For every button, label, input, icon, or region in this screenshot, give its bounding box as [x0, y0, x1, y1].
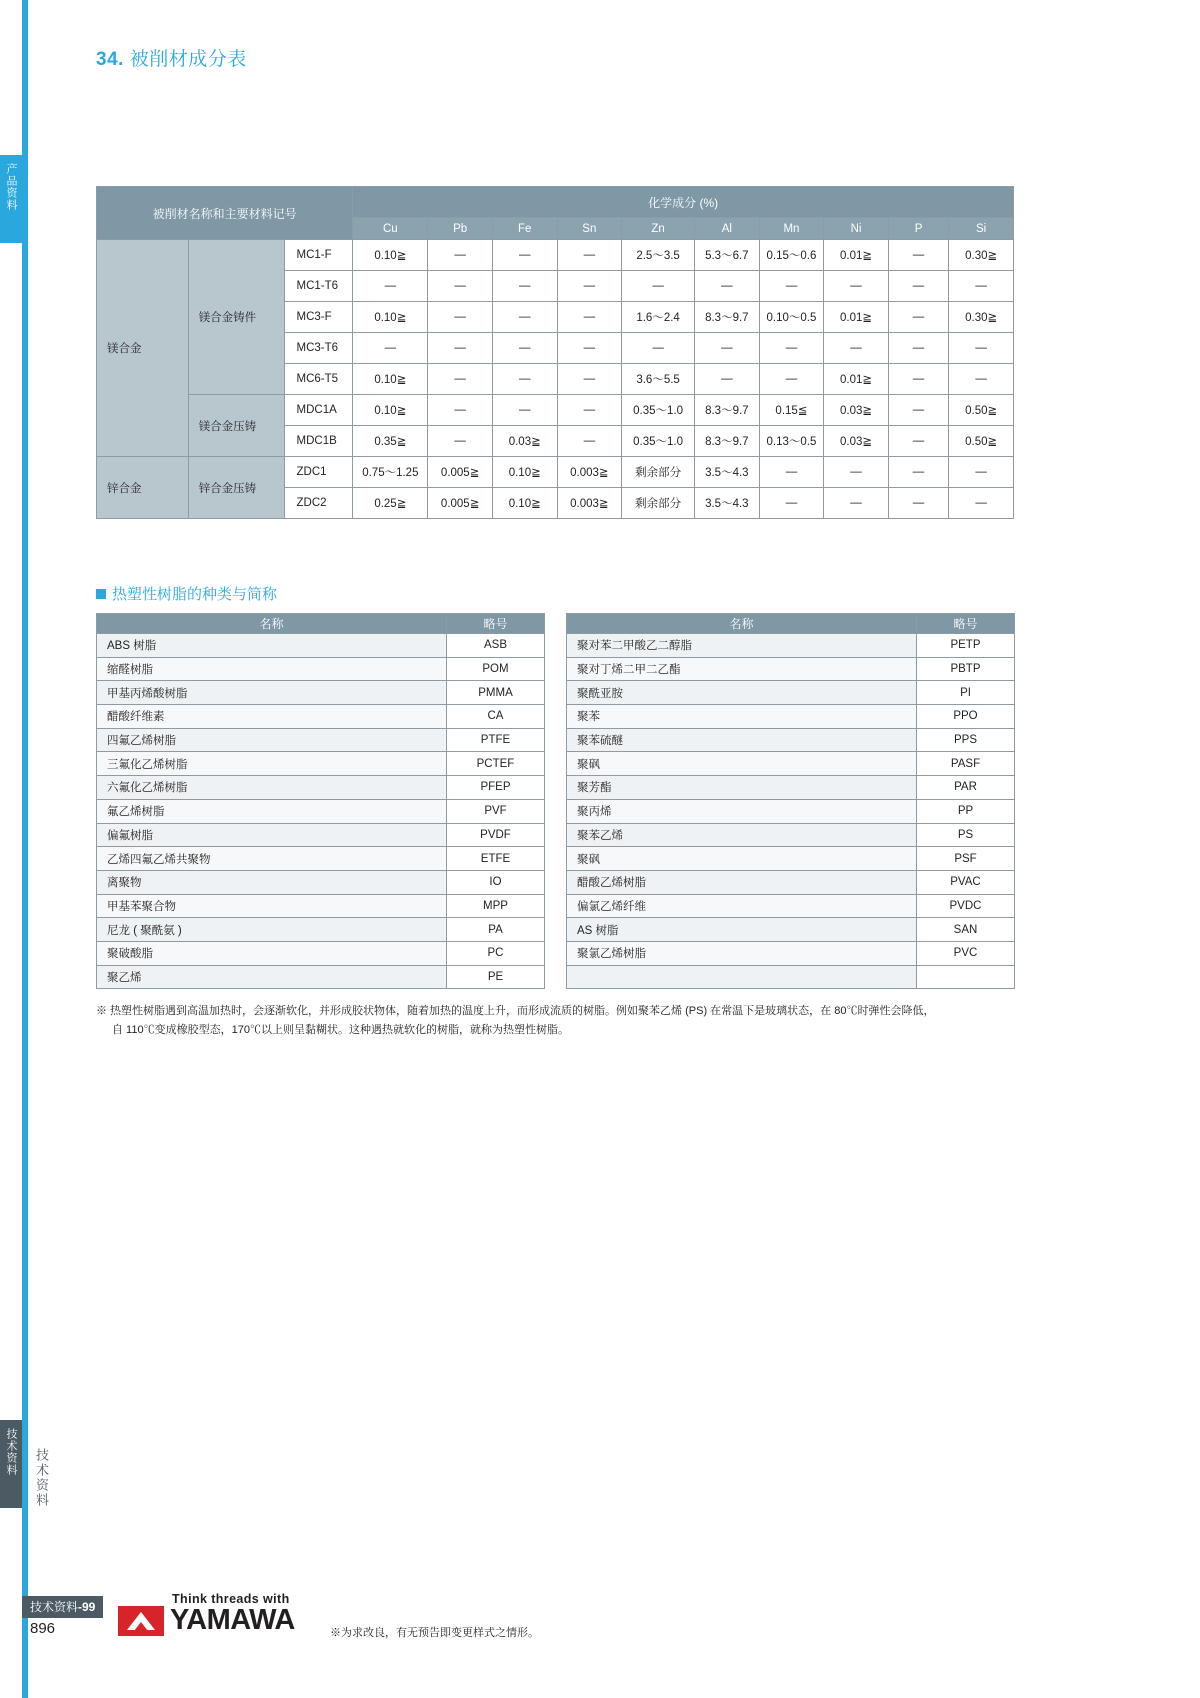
- resin-name: 醋酸纤维素: [97, 705, 447, 729]
- list-item: [97, 965, 545, 989]
- cell-si: 0.30≧: [949, 240, 1014, 271]
- resin-abbr: PETP: [917, 634, 1015, 658]
- page-title-text: 被削材成分表: [129, 49, 247, 70]
- resin-left-col-abbr: 略号: [447, 614, 545, 634]
- resin-name: ABS 树脂: [97, 634, 447, 658]
- cell-mn: —: [759, 364, 824, 395]
- resin-abbr: PP: [917, 799, 1015, 823]
- resin-abbr: PTFE: [447, 728, 545, 752]
- group-cell: 镁合金: [97, 240, 189, 457]
- resin-abbr: PS: [917, 823, 1015, 847]
- subgroup-cell: 镁合金铸件: [188, 240, 284, 395]
- cell-pb: 0.005≧: [428, 488, 493, 519]
- list-item: [567, 894, 1015, 918]
- cell-p: —: [888, 364, 948, 395]
- resin-abbr: POM: [447, 657, 545, 681]
- cell-sn: —: [557, 302, 622, 333]
- resin-name: 甲基苯聚合物: [97, 894, 447, 918]
- cell-zn: 1.6～2.4: [622, 302, 695, 333]
- resin-abbr: PA: [447, 918, 545, 942]
- resin-name: 甲基丙烯酸树脂: [97, 681, 447, 705]
- resin-table-right-wrapper: [566, 613, 1014, 989]
- list-item: [567, 705, 1015, 729]
- cell-fe: —: [492, 302, 557, 333]
- resin-table-left: [96, 613, 545, 989]
- cell-zn: 0.35～1.0: [622, 395, 695, 426]
- cell-cu: —: [353, 333, 428, 364]
- cell-ni: 0.01≧: [824, 302, 889, 333]
- cell-fe: —: [492, 364, 557, 395]
- resin-name: 聚苯: [567, 705, 917, 729]
- cell-si: —: [949, 457, 1014, 488]
- spine-tab-product-info-label: 产品资料: [5, 163, 17, 211]
- cell-sn: —: [557, 395, 622, 426]
- resin-abbr: PVDF: [447, 823, 545, 847]
- resin-right-col-abbr: 略号: [917, 614, 1015, 634]
- material-code: ZDC2: [284, 488, 353, 519]
- footnote-line-1: ※ 热塑性树脂遇到高温加热时，会逐渐软化，并形成胶状物体，随着加热的温度上升，而形成流质的树脂。例如聚苯乙烯 (PS) 在常温下是玻璃状态，在 80℃时弹性会降低，: [96, 1005, 935, 1017]
- resin-name: 六氟化乙烯树脂: [97, 776, 447, 800]
- list-item: [567, 681, 1015, 705]
- col-mn: Mn: [759, 218, 824, 240]
- list-item: [97, 799, 545, 823]
- cell-p: —: [888, 240, 948, 271]
- cell-mn: 0.15≦: [759, 395, 824, 426]
- section-heading-label: 热塑性树脂的种类与简称: [112, 586, 278, 603]
- resin-name: 偏氟树脂: [97, 823, 447, 847]
- resin-abbr: PVC: [917, 941, 1015, 965]
- cell-al: 3.5～4.3: [695, 457, 760, 488]
- resin-name: 聚砜: [567, 752, 917, 776]
- cell-sn: —: [557, 271, 622, 302]
- cell-p: —: [888, 333, 948, 364]
- material-code: MC1-F: [284, 240, 353, 271]
- cell-ni: 0.01≧: [824, 240, 889, 271]
- cell-sn: —: [557, 240, 622, 271]
- cell-zn: 2.5～3.5: [622, 240, 695, 271]
- cell-p: —: [888, 271, 948, 302]
- list-item: [567, 657, 1015, 681]
- yamawa-triangle-icon: [118, 1606, 164, 1636]
- cell-mn: 0.15～0.6: [759, 240, 824, 271]
- resin-abbr: PVDC: [917, 894, 1015, 918]
- cell-p: —: [888, 488, 948, 519]
- col-sn: Sn: [557, 218, 622, 240]
- list-item: [97, 894, 545, 918]
- resin-abbr: PASF: [917, 752, 1015, 776]
- cell-mn: —: [759, 457, 824, 488]
- cell-sn: —: [557, 333, 622, 364]
- cell-pb: —: [428, 364, 493, 395]
- resin-abbr: PE: [447, 965, 545, 989]
- list-item: [97, 918, 545, 942]
- list-item: [97, 847, 545, 871]
- list-item: [97, 681, 545, 705]
- cell-zn: 剩余部分: [622, 488, 695, 519]
- subgroup-cell: 锌合金压铸: [188, 457, 284, 519]
- resin-abbr: PPS: [917, 728, 1015, 752]
- cell-si: —: [949, 364, 1014, 395]
- resin-name: [567, 965, 917, 989]
- footnote: [96, 1002, 996, 1040]
- resin-table-left-wrapper: [96, 613, 544, 989]
- brand-logo: [118, 1592, 318, 1636]
- resin-abbr: PMMA: [447, 681, 545, 705]
- cell-zn: 剩余部分: [622, 457, 695, 488]
- col-si: Si: [949, 218, 1014, 240]
- material-code: MC3-T6: [284, 333, 353, 364]
- material-code: MDC1A: [284, 395, 353, 426]
- spine-blue-bar: [22, 0, 28, 1698]
- page-title: [96, 44, 247, 71]
- cell-p: —: [888, 457, 948, 488]
- resin-name: 醋酸乙烯树脂: [567, 870, 917, 894]
- cell-al: —: [695, 364, 760, 395]
- resin-table-right: [566, 613, 1015, 989]
- spine-tab-product-info: [0, 155, 22, 243]
- table-row: [97, 395, 1014, 426]
- list-item: [567, 752, 1015, 776]
- list-item: [567, 965, 1015, 989]
- cell-sn: —: [557, 426, 622, 457]
- list-item: [567, 847, 1015, 871]
- page-number: 896: [30, 1620, 56, 1637]
- cell-pb: —: [428, 395, 493, 426]
- list-item: [567, 870, 1015, 894]
- cell-fe: —: [492, 271, 557, 302]
- resin-abbr: SAN: [917, 918, 1015, 942]
- col-fe: Fe: [492, 218, 557, 240]
- cell-fe: —: [492, 333, 557, 364]
- col-cu: Cu: [353, 218, 428, 240]
- cell-ni: 0.01≧: [824, 364, 889, 395]
- resin-name: 聚芳酯: [567, 776, 917, 800]
- section-heading: [96, 583, 277, 604]
- list-item: [97, 941, 545, 965]
- resin-name: 聚破酸脂: [97, 941, 447, 965]
- cell-si: 0.50≧: [949, 395, 1014, 426]
- cell-ni: —: [824, 271, 889, 302]
- cell-si: 0.30≧: [949, 302, 1014, 333]
- cell-fe: 0.03≧: [492, 426, 557, 457]
- spine-tab-technical-info-label: 技术资料: [5, 1428, 17, 1476]
- cell-ni: 0.03≧: [824, 395, 889, 426]
- cell-zn: —: [622, 333, 695, 364]
- cell-mn: —: [759, 333, 824, 364]
- resin-name: 离聚物: [97, 870, 447, 894]
- col-pb: Pb: [428, 218, 493, 240]
- resin-abbr: ETFE: [447, 847, 545, 871]
- resin-abbr: ASB: [447, 634, 545, 658]
- cell-cu: 0.10≧: [353, 240, 428, 271]
- resin-abbr: IO: [447, 870, 545, 894]
- cell-ni: —: [824, 457, 889, 488]
- resin-name: 聚丙烯: [567, 799, 917, 823]
- cell-al: 3.5～4.3: [695, 488, 760, 519]
- resin-name: 聚苯乙烯: [567, 823, 917, 847]
- resin-name: 偏氯乙烯纤维: [567, 894, 917, 918]
- resin-abbr: PPO: [917, 705, 1015, 729]
- logo-wordmark: YAMAWA: [170, 1604, 295, 1636]
- resin-name: 三氟化乙烯树脂: [97, 752, 447, 776]
- cell-al: 5.3～6.7: [695, 240, 760, 271]
- resin-abbr: CA: [447, 705, 545, 729]
- list-item: [567, 823, 1015, 847]
- material-code: ZDC1: [284, 457, 353, 488]
- cell-zn: 3.6～5.5: [622, 364, 695, 395]
- cell-al: 8.3～9.7: [695, 302, 760, 333]
- resin-name: 尼龙 ( 聚酰氨 ): [97, 918, 447, 942]
- cell-si: —: [949, 333, 1014, 364]
- cell-si: 0.50≧: [949, 426, 1014, 457]
- list-item: [97, 705, 545, 729]
- cell-p: —: [888, 395, 948, 426]
- list-item: [97, 870, 545, 894]
- spine-vertical-label: 技术资料: [34, 1448, 49, 1508]
- resin-abbr: PVAC: [917, 870, 1015, 894]
- composition-header-left: 被削材名称和主要材料记号: [97, 187, 353, 240]
- cell-mn: —: [759, 488, 824, 519]
- cell-fe: —: [492, 240, 557, 271]
- list-item: [567, 918, 1015, 942]
- cell-sn: 0.003≧: [557, 457, 622, 488]
- resin-name: 缩醛树脂: [97, 657, 447, 681]
- resin-name: 聚苯硫醚: [567, 728, 917, 752]
- footer-section-tag-number: -99: [78, 1600, 96, 1614]
- list-item: [567, 799, 1015, 823]
- spine-tab-technical-info: [0, 1420, 22, 1508]
- list-item: [567, 728, 1015, 752]
- resin-abbr: MPP: [447, 894, 545, 918]
- cell-pb: —: [428, 271, 493, 302]
- resin-name: 乙烯四氟乙烯共聚物: [97, 847, 447, 871]
- cell-fe: 0.10≧: [492, 457, 557, 488]
- cell-sn: —: [557, 364, 622, 395]
- resin-abbr: PC: [447, 941, 545, 965]
- cell-cu: —: [353, 271, 428, 302]
- cell-cu: 0.10≧: [353, 302, 428, 333]
- list-item: [97, 728, 545, 752]
- cell-pb: —: [428, 333, 493, 364]
- resin-abbr: PCTEF: [447, 752, 545, 776]
- resin-name: 聚对苯二甲酸乙二醇脂: [567, 634, 917, 658]
- footnote-line-2: 自 110℃变成橡胶型态，170℃以上则呈黏糊状。这种遇热就软化的树脂，就称为热塑性树脂。: [112, 1024, 569, 1036]
- cell-pb: 0.005≧: [428, 457, 493, 488]
- cell-p: —: [888, 426, 948, 457]
- material-code: MC6-T5: [284, 364, 353, 395]
- cell-mn: 0.13～0.5: [759, 426, 824, 457]
- square-bullet-icon: [96, 589, 106, 599]
- col-zn: Zn: [622, 218, 695, 240]
- list-item: [567, 776, 1015, 800]
- material-code: MDC1B: [284, 426, 353, 457]
- cell-mn: —: [759, 271, 824, 302]
- col-ni: Ni: [824, 218, 889, 240]
- cell-pb: —: [428, 302, 493, 333]
- table-row: [97, 240, 1014, 271]
- logo-tagline: Think threads with: [172, 1592, 290, 1606]
- composition-table: [96, 186, 1014, 519]
- cell-fe: 0.10≧: [492, 488, 557, 519]
- resin-abbr: [917, 965, 1015, 989]
- list-item: [567, 941, 1015, 965]
- cell-zn: —: [622, 271, 695, 302]
- subgroup-cell: 镁合金压铸: [188, 395, 284, 457]
- cell-cu: 0.35≧: [353, 426, 428, 457]
- footer-section-tag-label: 技术资料: [30, 1600, 79, 1614]
- table-row: [97, 457, 1014, 488]
- resin-name: 聚乙烯: [97, 965, 447, 989]
- resin-name: 氟乙烯树脂: [97, 799, 447, 823]
- resin-abbr: PBTP: [917, 657, 1015, 681]
- resin-name: 聚酰亚胺: [567, 681, 917, 705]
- list-item: [567, 634, 1015, 658]
- list-item: [97, 634, 545, 658]
- resin-name: 聚氯乙烯树脂: [567, 941, 917, 965]
- cell-cu: 0.10≧: [353, 395, 428, 426]
- resin-abbr: PSF: [917, 847, 1015, 871]
- material-code: MC3-F: [284, 302, 353, 333]
- resin-abbr: PFEP: [447, 776, 545, 800]
- list-item: [97, 776, 545, 800]
- cell-al: 8.3～9.7: [695, 395, 760, 426]
- cell-al: —: [695, 271, 760, 302]
- cell-pb: —: [428, 426, 493, 457]
- cell-sn: 0.003≧: [557, 488, 622, 519]
- cell-fe: —: [492, 395, 557, 426]
- resin-right-col-name: 名称: [567, 614, 917, 634]
- cell-p: —: [888, 302, 948, 333]
- composition-table-body: [97, 240, 1014, 519]
- group-cell: 锌合金: [97, 457, 189, 519]
- cell-mn: 0.10～0.5: [759, 302, 824, 333]
- footer-section-tag: [22, 1596, 103, 1618]
- resin-name: 聚对丁烯二甲二乙酯: [567, 657, 917, 681]
- cell-cu: 0.25≧: [353, 488, 428, 519]
- cell-al: —: [695, 333, 760, 364]
- resin-name: AS 树脂: [567, 918, 917, 942]
- list-item: [97, 752, 545, 776]
- footer-disclaimer: ※为求改良，有无预告即变更样式之情形。: [330, 1627, 539, 1639]
- composition-table-head: [97, 187, 1014, 240]
- cell-si: —: [949, 271, 1014, 302]
- col-p: P: [888, 218, 948, 240]
- resin-abbr: PI: [917, 681, 1015, 705]
- resin-abbr: PVF: [447, 799, 545, 823]
- resin-left-col-name: 名称: [97, 614, 447, 634]
- page-title-number: 34.: [96, 49, 124, 70]
- col-al: Al: [695, 218, 760, 240]
- material-code: MC1-T6: [284, 271, 353, 302]
- cell-al: 8.3～9.7: [695, 426, 760, 457]
- resin-abbr: PAR: [917, 776, 1015, 800]
- cell-si: —: [949, 488, 1014, 519]
- composition-header-right: 化学成分 (%): [353, 187, 1014, 218]
- cell-ni: —: [824, 333, 889, 364]
- cell-ni: —: [824, 488, 889, 519]
- resin-name: 四氟乙烯树脂: [97, 728, 447, 752]
- composition-table-wrapper: [96, 186, 1014, 519]
- cell-zn: 0.35～1.0: [622, 426, 695, 457]
- cell-pb: —: [428, 240, 493, 271]
- cell-ni: 0.03≧: [824, 426, 889, 457]
- cell-cu: 0.75～1.25: [353, 457, 428, 488]
- cell-cu: 0.10≧: [353, 364, 428, 395]
- list-item: [97, 657, 545, 681]
- list-item: [97, 823, 545, 847]
- resin-name: 聚砜: [567, 847, 917, 871]
